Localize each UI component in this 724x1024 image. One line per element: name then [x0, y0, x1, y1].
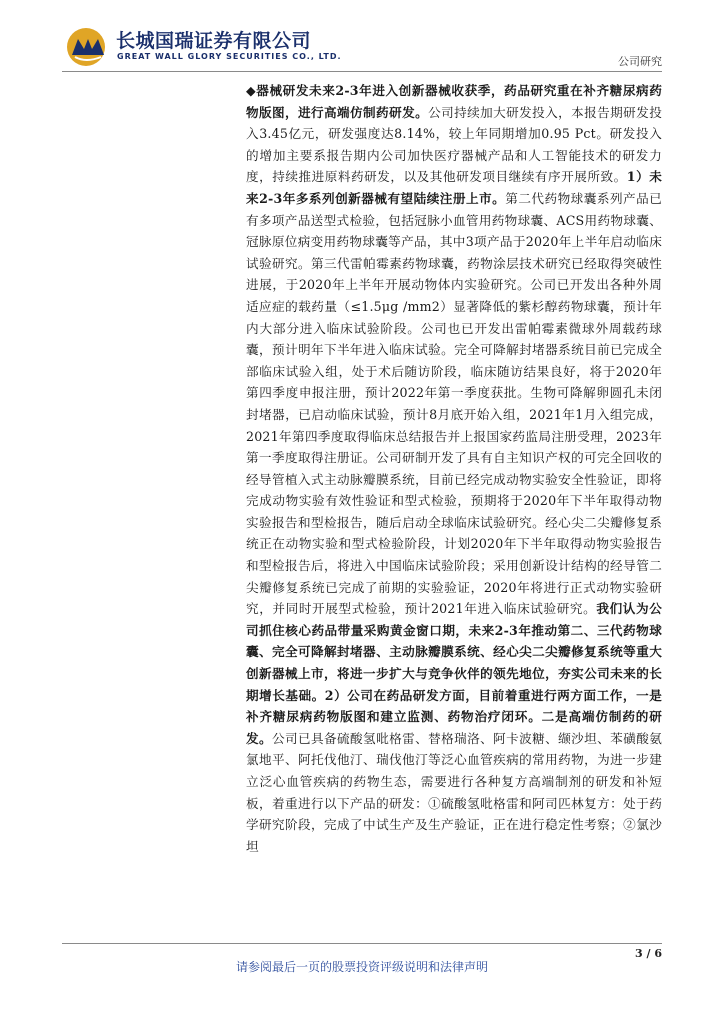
- page-number: 3 / 6: [635, 947, 662, 960]
- rd-investment-text: 公司持续加大研发投入，本报告期研发投入3.45亿元，研发强度达8.14%，较上年同期增加0.95 Pct。研发投入的增加主要系报告期内公司加快医疗器械产品和人工智能技术的研发力度，持续推进原料药研发，以及其他研发项目继续有序开展所致。: [246, 104, 662, 185]
- company-name-chinese: 长城国瑞证券有限公司: [116, 30, 312, 52]
- drug-pipeline-text: 公司已具备硫酸氢吡格雷、替格瑞洛、阿卡波糖、缬沙坦、苯磺酸氨氯地平、阿托伐他汀、瑞伐他汀等泛心血管疾病的常用药物，为进一步建立泛心血管疾病的药物生态，需要进行各种复方高端制剂的研发和补短板，着重进行以下产品的研发：①硫酸氢吡格雷和阿司匹林复方：处于药学研究阶段，完成了中试生产及生产验证，正在进行稳定性考察；②氯沙坦: [246, 730, 662, 854]
- company-logo-icon: [66, 27, 110, 67]
- company-name-english: GREAT WALL GLORY SECURITIES CO., LTD.: [117, 52, 342, 61]
- devices-pipeline-text: 第二代药物球囊系列产品已有多项产品送型式检验，包括冠脉小血管用药物球囊、ACS用药物球囊、冠脉原位病变用药物球囊等产品，其中3项产品于2020年上半年启动临床试验研究。第三代雷帕霉素药物球囊，药物涂层技术研究已经取得突破性进展，于2020年上半年开展动物体内实验研究。公司已开发出各种外周适应症的载药量（≤1.5μg /mm2）显著降低的紫杉醇药物球囊，预计年内大部分进入临床试验阶段。公司也已开发出雷帕霉素微球外周载药球囊，预计明年下半年进入临床试验。完全可降解封堵器系统目前已完成全部临床试验入组，处于术后随访阶段，临床随访结果良好，将于2020年第四季度申报注册，预计2022年第一季度获批。生物可降解卵圆孔未闭封堵器，已启动临床试验，预计8月底开始入组，2021年1月入组完成，2021年第四季度取得临床总结报告并上报国家药监局注册受理，2023年第一季度取得注册证。公司研制开发了具有自主知识产权的可完全回收的经导管植入式主动脉瓣膜系统，目前已经完成动物实验安全性验证，即将完成动物实验有效性验证和型式检验，预期将于2020年下半年取得动物实验报告和型检报告，随后启动全球临床试验研究。经心尖二尖瓣修复系统正在动物实验和型式检验阶段，计划2020年下半年取得动物实验报告和型检报告后，将进入中国临床试验阶段；采用创新设计结构的经导管二尖瓣修复系统已完成了前期的实验验证，2020年将进行正式动物实验研究，并同时开展型式检验，预计2021年进入临床试验研究。: [246, 190, 662, 617]
- footer-disclaimer-link[interactable]: 请参阅最后一页的股票投资评级说明和法律声明: [235, 960, 488, 974]
- section-heading-rd: ◆器械研发未来2-3年进入创新器械收获季，药品研究重在补齐糖尿病药物版图，进行高端仿制药研发。: [246, 83, 662, 120]
- analyst-view-text: 我们认为公司抓住核心药品带量采购黄金窗口期，未来2-3年推动第二、三代药物球囊、完全可降解封堵器、主动脉瓣膜系统、经心尖二尖瓣修复系统等重大创新器械上市，将进一步扩大与竞争伙伴的领先地位，夯实公司未来的长期增长基础。2）公司在药品研发方面，目前着重进行两方面工作，一是补齐糖尿病药物版图和建立监测、药物治疗闭环。二是高端仿制药的研发。: [246, 601, 663, 746]
- header-divider: [62, 71, 662, 72]
- page-header: [0, 0, 724, 80]
- subheading-devices: 1）未来2-3年多系列创新器械有望陆续注册上市。: [246, 169, 662, 206]
- document-type-label: 公司研究: [618, 55, 662, 68]
- footer-divider: [62, 943, 662, 944]
- report-body: [246, 80, 662, 857]
- body-paragraph: [246, 80, 662, 857]
